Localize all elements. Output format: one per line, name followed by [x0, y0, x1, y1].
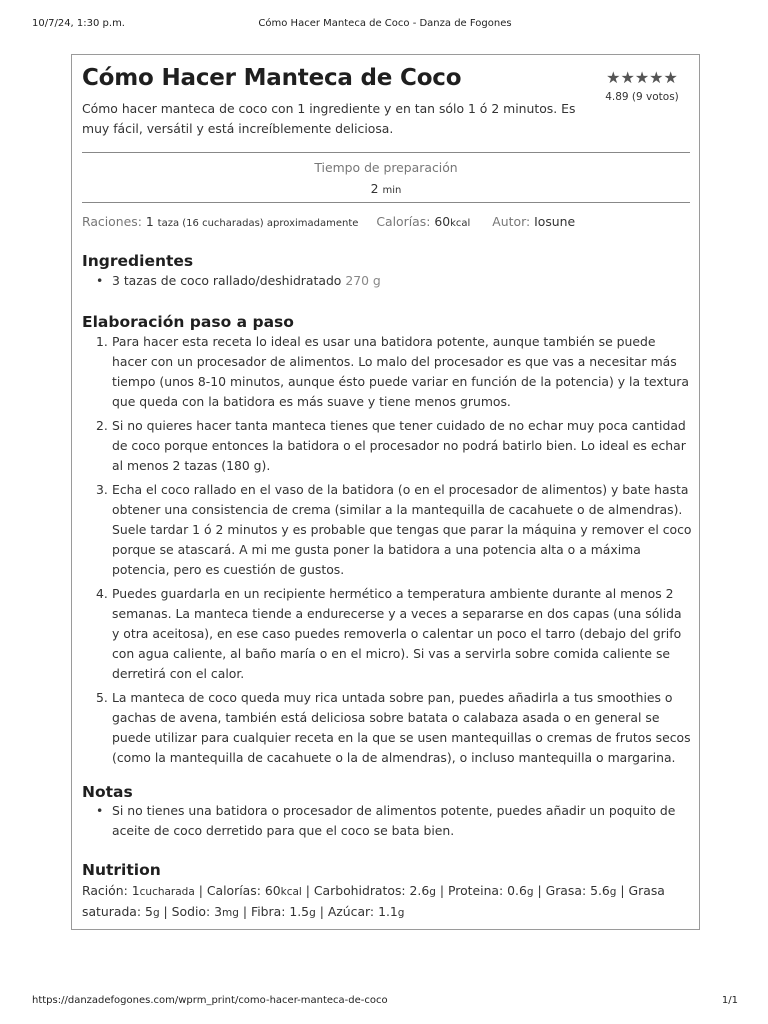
servings-unit: taza (16 cucharadas) aproximadamente	[157, 218, 359, 229]
nutrition-carbs-label: Carbohidratos:	[313, 883, 406, 898]
author	[492, 214, 575, 229]
calories-label: Calorías:	[376, 214, 431, 229]
calories	[376, 214, 470, 229]
step-number: 5.	[96, 690, 108, 705]
step-item	[96, 416, 692, 476]
nutrition-sodium-value: 3	[214, 904, 223, 919]
nutrition-satfat-label: Grasa saturada:	[82, 883, 665, 919]
nutrition-separator: |	[435, 883, 448, 898]
author-label: Autor:	[492, 214, 531, 229]
nutrition-calories-label: Calorías:	[206, 883, 261, 898]
notes-list	[96, 801, 686, 841]
nutrition-protein-value: 0.6	[507, 883, 527, 898]
nutrition-carbs-unit: g	[429, 886, 436, 898]
print-header	[32, 18, 738, 32]
nutrition-protein-unit: g	[526, 886, 534, 898]
nutrition-separator: |	[301, 883, 314, 898]
step-text: Puedes guardarla en un recipiente hermético a temperatura ambiente durante al menos 2 semanas. La manteca tiende a endurecerse y a veces a separarse en dos capas (una sólida y otra aceitosa), en ese caso puedes removerla o calentar un poco el tarro (debajo del grifo con agua caliente, al baño maría o en el micro). Si vas a servirla sobre comida caliente se derretirá con el calor.	[112, 586, 682, 681]
steps-list	[96, 332, 692, 772]
calories-value: 60	[434, 214, 451, 229]
ingredient-name: 3 tazas de coco rallado/deshidratado	[112, 273, 342, 288]
nutrition-serving-label: Ración:	[82, 883, 128, 898]
step-text: Si no quieres hacer tanta manteca tienes que tener cuidado de no echar muy poca cantidad de coco porque entonces la batidora o el procesador no podrá batirlo bien. Lo ideal es echar al menos 2 tazas (180 g).	[112, 418, 686, 473]
step-number: 2.	[96, 418, 108, 433]
nutrition-fiber-label: Fibra:	[251, 904, 286, 919]
recipe-card	[71, 54, 700, 930]
nutrition-satfat-unit: g	[152, 907, 160, 919]
nutrition-fat-label: Grasa:	[545, 883, 587, 898]
ingredients-heading: Ingredientes	[82, 252, 194, 270]
step-item	[96, 332, 692, 412]
step-item	[96, 480, 692, 580]
calories-unit: kcal	[450, 218, 471, 229]
nutrition-separator: |	[533, 883, 546, 898]
nutrition-fiber-value: 1.5	[289, 904, 310, 919]
recipe-title: Cómo Hacer Manteca de Coco	[82, 65, 462, 91]
step-text: La manteca de coco queda muy rica untada sobre pan, puedes añadirla a tus smoothies o gachas de avena, también está deliciosa sobre batata o calabaza asada o en general se puede utilizar para cualquier receta en la que se usen mantequillas o cremas de frutos secos (como la mantequilla de cacahuete o la de almendras), o incluso mantequilla o margarina.	[112, 690, 691, 765]
notes-heading: Notas	[82, 783, 133, 801]
nutrition-heading: Nutrition	[82, 861, 161, 879]
step-text: Echa el coco rallado en el vaso de la batidora (o en el procesador de alimentos) y bate hasta obtener una consistencia de crema (similar a la mantequilla de cacahuete o de almendras). Suele tardar 1 ó 2 minutos y es probable que tengas que parar la máquina y remover el coco porque se atascará. A mi me gusta poner la batidora a una potencia alta o a máxima potencia, pero es cuestión de gustos.	[112, 482, 692, 577]
ingredient-amount: 270 g	[345, 273, 381, 288]
nutrition-protein-label: Proteina:	[448, 883, 504, 898]
nutrition-separator: |	[238, 904, 251, 919]
nutrition-separator: |	[616, 883, 629, 898]
author-value: Iosune	[534, 214, 576, 229]
nutrition-sugar-label: Azúcar:	[327, 904, 375, 919]
print-url[interactable]: https://danzadefogones.com/wprm_print/como-hacer-manteca-de-coco	[32, 995, 388, 1006]
nutrition-sugar-unit: g	[397, 907, 405, 919]
ingredient-item	[96, 271, 686, 291]
prep-time-label: Tiempo de preparación	[314, 160, 458, 175]
nutrition-facts	[82, 881, 687, 923]
nutrition-separator: |	[159, 904, 172, 919]
print-page-title: Cómo Hacer Manteca de Coco - Danza de Fogones	[258, 18, 512, 29]
prep-time-number: 2	[370, 181, 379, 196]
nutrition-satfat-value: 5	[145, 904, 153, 919]
servings	[82, 214, 358, 229]
recipe-meta	[82, 214, 575, 229]
prep-time	[82, 159, 690, 200]
nutrition-sodium-unit: mg	[222, 907, 239, 919]
step-number: 4.	[96, 586, 108, 601]
rating-votes: 4.89 (9 votos)	[605, 91, 679, 103]
prep-time-unit: min	[382, 185, 402, 196]
nutrition-fat-value: 5.6	[590, 883, 610, 898]
print-datetime: 10/7/24, 1:30 p.m.	[32, 18, 125, 29]
nutrition-fat-unit: g	[609, 886, 617, 898]
page-count: 1/1	[721, 995, 738, 1006]
prep-time-value	[82, 180, 690, 200]
nutrition-fiber-unit: g	[309, 907, 316, 919]
step-number: 3.	[96, 482, 108, 497]
ingredients-list	[96, 271, 686, 291]
star-rating-icon: ★★★★★	[606, 68, 678, 87]
recipe-summary: Cómo hacer manteca de coco con 1 ingrediente y en tan sólo 1 ó 2 minutos. Es muy fácil, versátil y está increíblemente deliciosa.	[82, 101, 576, 136]
servings-value: 1	[145, 214, 154, 229]
nutrition-sugar-value: 1.1	[378, 904, 398, 919]
print-footer	[32, 995, 738, 1009]
note-item: • Si no tienes una batidora o procesador de alimentos potente, puedes añadir un poquito de aceite de coco derretido para que el coco se bata bien.	[96, 801, 686, 841]
nutrition-serving-value: 1	[131, 883, 140, 898]
step-text: Para hacer esta receta lo ideal es usar una batidora potente, aunque también se puede hacer con un procesador de alimentos. Lo malo del procesador es que vas a necesitar más tiempo (unos 8-10 minutos, aunque ésto puede variar en función de la potencia) y la textura que queda con la batidora es más suave y tiene menos grumos.	[112, 334, 689, 409]
nutrition-carbs-value: 2.6	[409, 883, 430, 898]
divider	[82, 202, 690, 203]
divider	[82, 152, 690, 153]
step-item	[96, 584, 692, 684]
nutrition-calories-unit: kcal	[280, 886, 302, 898]
steps-heading: Elaboración paso a paso	[82, 313, 294, 331]
step-number: 1.	[96, 334, 108, 349]
servings-label: Raciones:	[82, 214, 142, 229]
nutrition-calories-value: 60	[264, 883, 281, 898]
step-item	[96, 688, 692, 768]
nutrition-separator: |	[315, 904, 328, 919]
nutrition-serving-unit: cucharada	[139, 886, 195, 898]
recipe-rating[interactable]	[597, 69, 687, 103]
nutrition-sodium-label: Sodio:	[171, 904, 211, 919]
nutrition-separator: |	[194, 883, 207, 898]
